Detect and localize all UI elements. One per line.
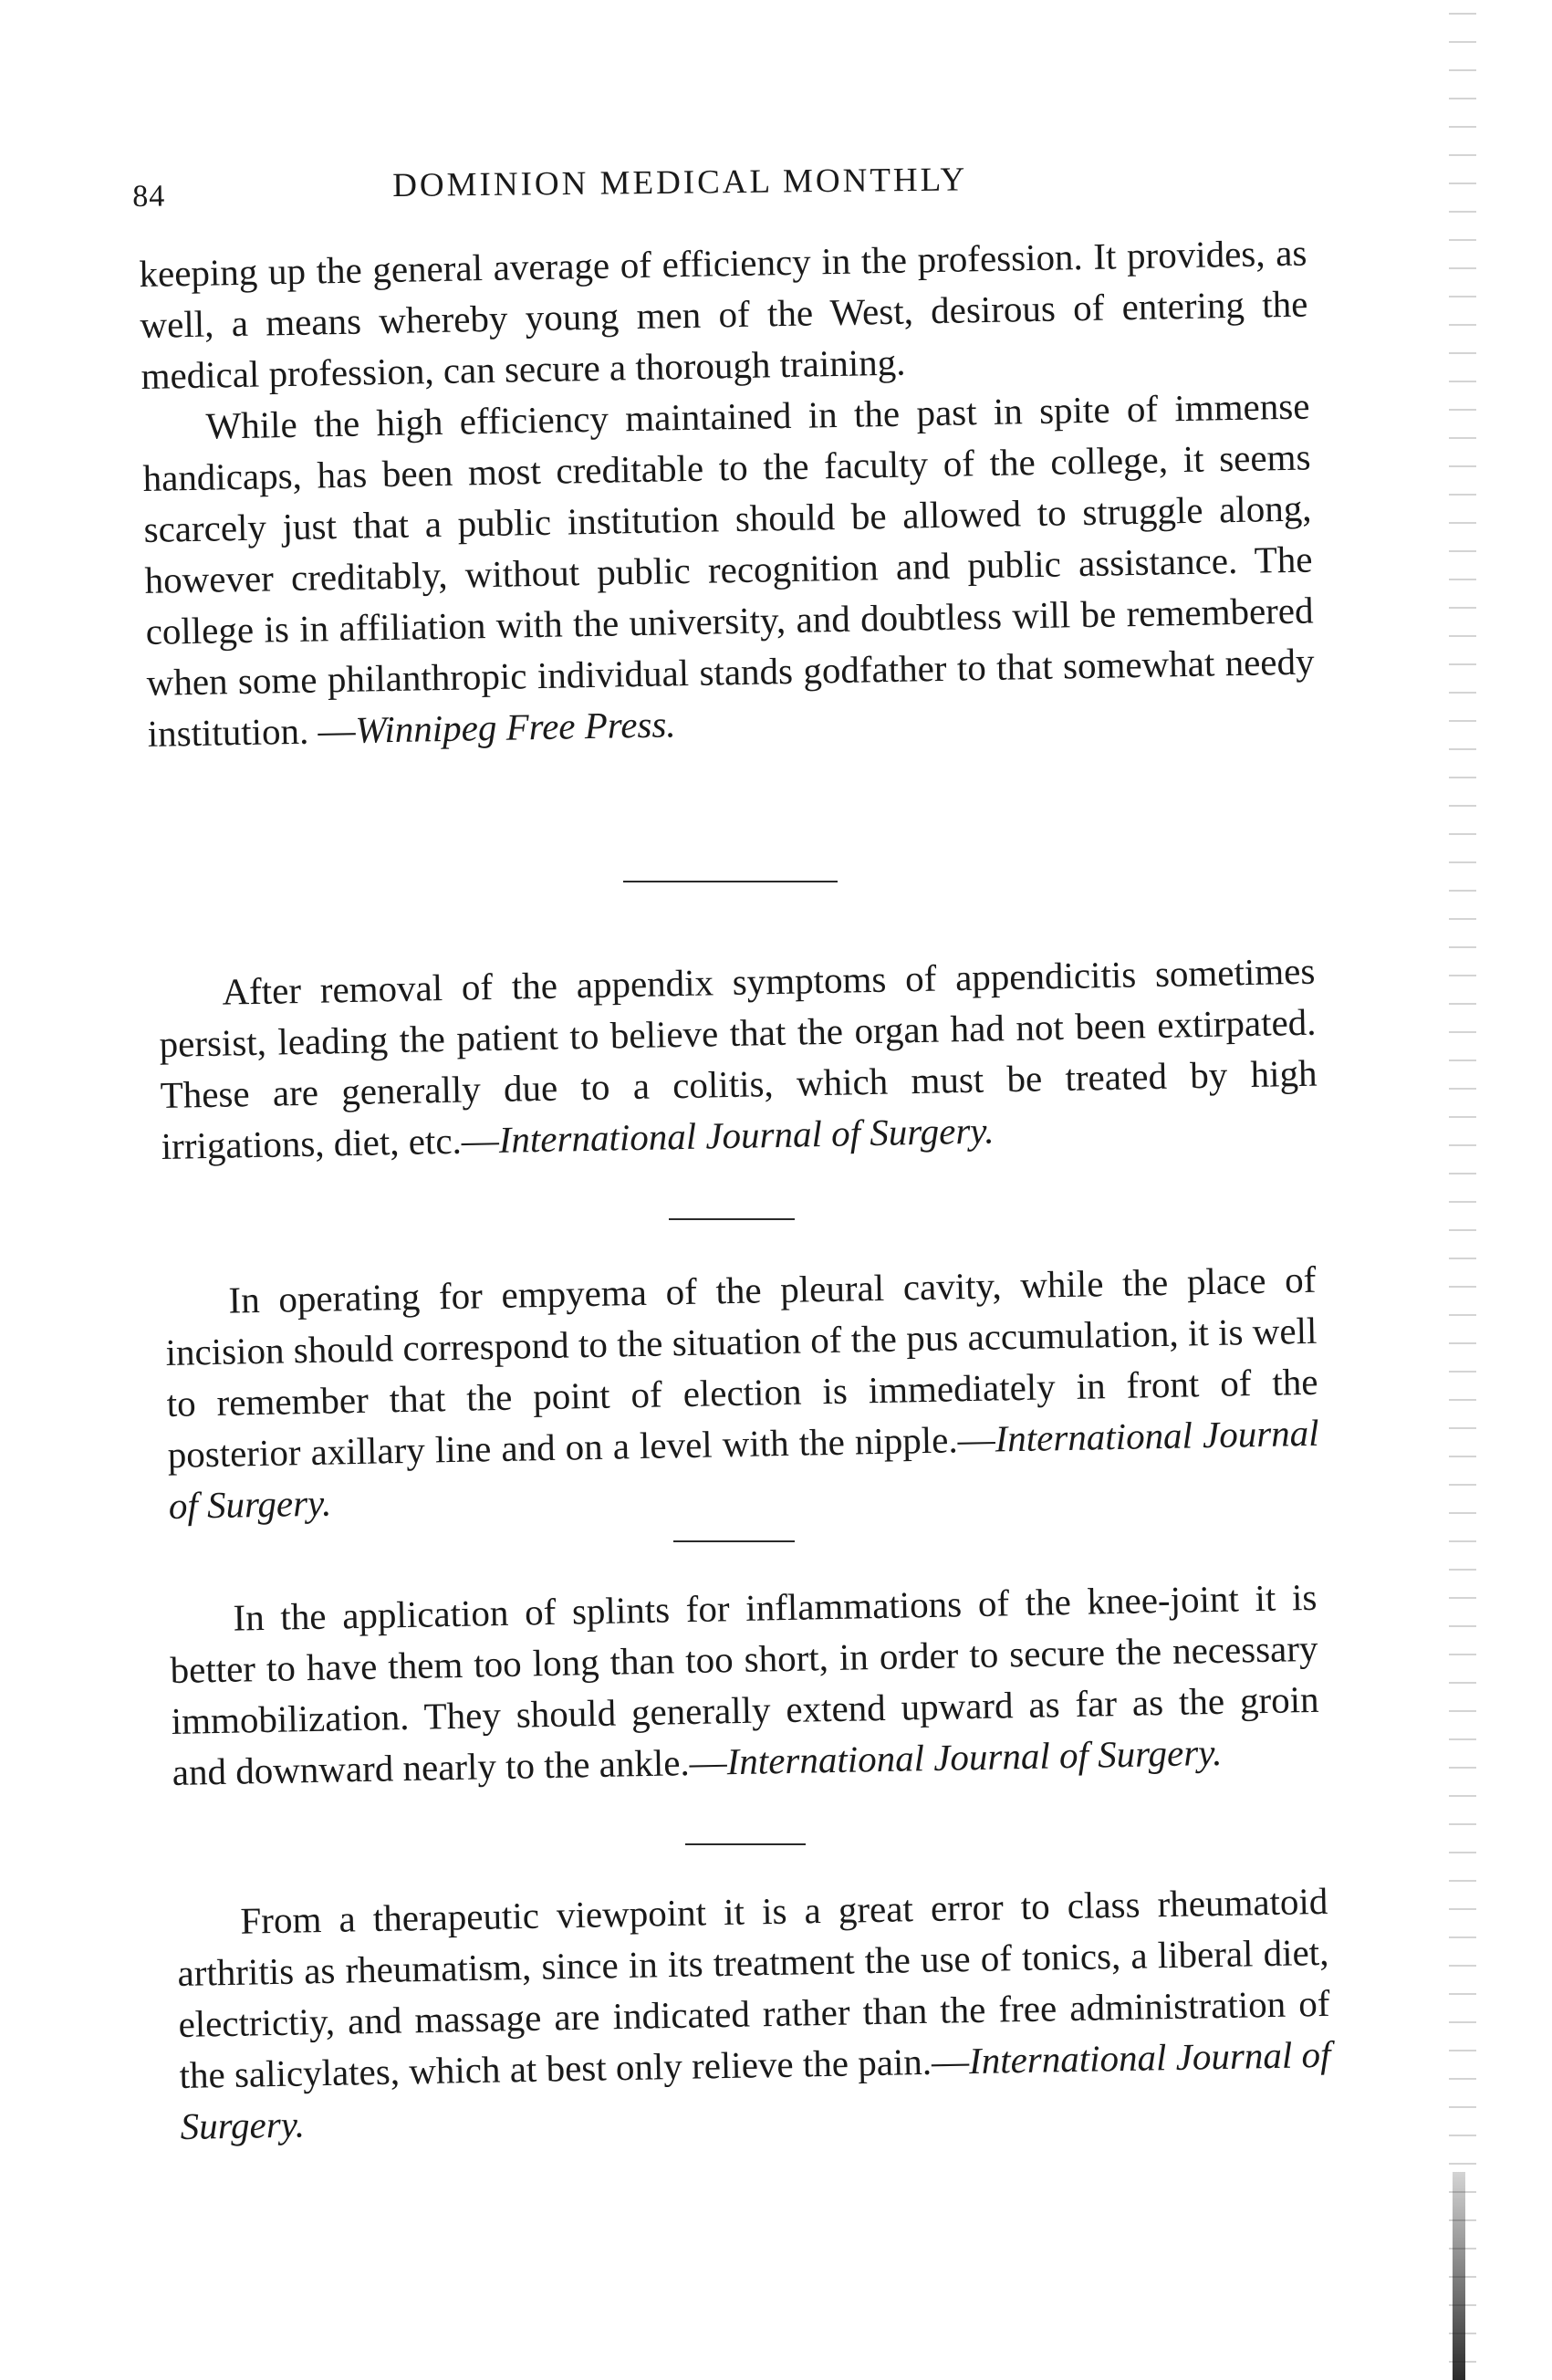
note-paragraph: [176, 1875, 1332, 2152]
paragraph-text: From a therapeutic viewpoint it is a great error to class rheumatoid arthritis as rheumatism, since in its treatment the use of tonics, a liberal diet, electrictiy, and massage are indicated rather than the free administration of the salicylates, which at best only relieve the pain.—: [177, 1879, 1330, 2096]
note-paragraph: [158, 945, 1318, 1172]
paragraph-text: keeping up the general average of efficiency in the profession. It provides, as well, a means whereby young men of the West, desirous of entering the medical profession, can secure a thorough training.: [139, 231, 1308, 397]
note-paragraph: [164, 1254, 1320, 1531]
section-divider: [669, 1218, 795, 1220]
section-divider: [685, 1843, 806, 1845]
note-paragraph: [169, 1571, 1320, 1798]
source-citation: International Journal of Surgery.: [726, 1730, 1223, 1783]
scan-edge-artifact: [1449, 0, 1476, 2380]
continuation-paragraph: [141, 381, 1316, 759]
paragraph-text: While the high efficiency maintained in the past in spite of immense handicaps, has been most creditable to the faculty of the college, it seems scarcely just that a public institution should be allowed to struggle along, however creditably, without public recognition and public assistance. The college is in affiliation with the university, and doubtless will be remembered when some philanthropic individual stands godfather to that somewhat needy institution. —: [142, 384, 1315, 755]
note-rheumatoid-arthritis: [176, 1875, 1332, 2152]
continuation-paragraph: [139, 227, 1309, 402]
page-header: [132, 156, 1310, 224]
paragraph-text: In operating for empyema of the pleural cavity, while the place of incision should correspond to the situation of the pus accumulation, it is well to remember that the point of election is immediately in front of the posterior axillary line and on a level with the nipple.—: [165, 1258, 1318, 1476]
scan-edge-shadow: [1453, 2172, 1465, 2380]
source-citation: International Journal of Surgery.: [168, 1411, 1319, 1527]
section-divider: [623, 881, 838, 882]
article-continuation: [139, 227, 1316, 759]
paragraph-text: In the application of splints for inflammations of the knee-joint it is better to have them too long than too short, in order to secure the necessary immobilization. They should generally extend upward as far as the groin and downward nearly to the ankle.—: [170, 1575, 1319, 1793]
paragraph-text: After removal of the appendix symptoms of appendicitis sometimes persist, leading the patient to believe that the organ had not been extirpated. These are generally due to a colitis, which must be treated by high irrigations, diet, etc.—: [159, 949, 1318, 1167]
source-citation: International Journal of Surgery.: [180, 2032, 1331, 2147]
page-number: 84: [132, 179, 166, 214]
note-appendicitis: [158, 945, 1318, 1172]
note-splints: [169, 1571, 1320, 1798]
running-title: DOMINION MEDICAL MONTHLY: [391, 161, 968, 205]
source-citation: International Journal of Surgery.: [498, 1109, 995, 1161]
section-divider: [673, 1540, 795, 1542]
source-citation: Winnipeg Free Press.: [355, 703, 676, 751]
note-empyema: [164, 1254, 1320, 1531]
